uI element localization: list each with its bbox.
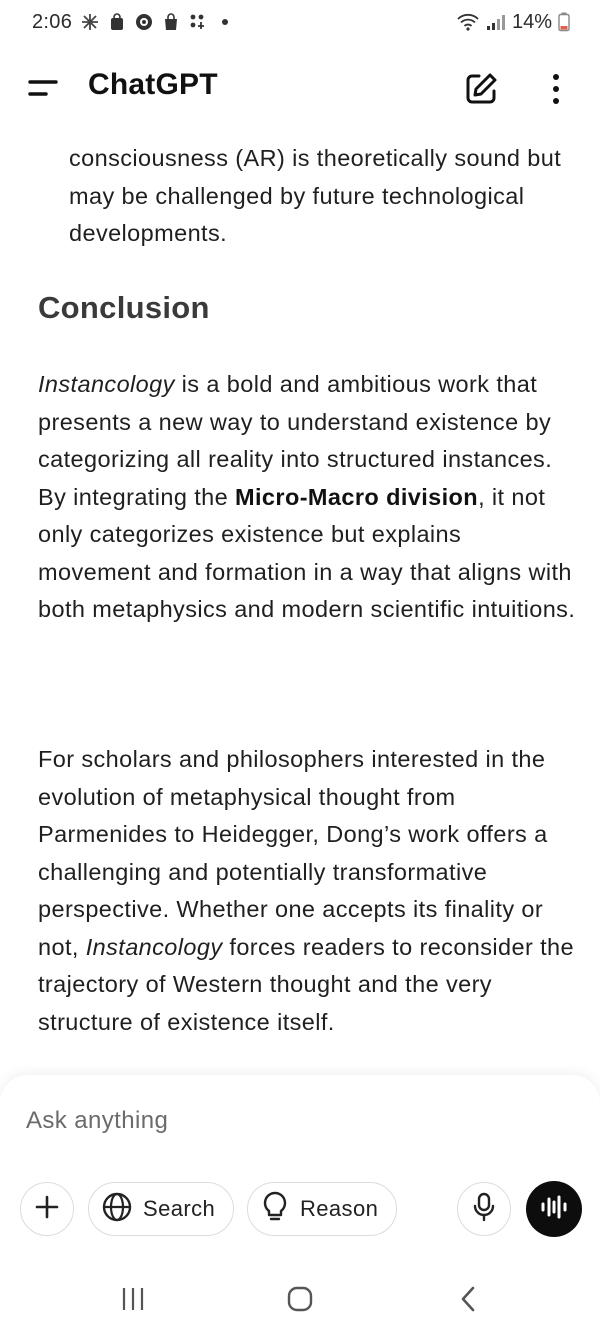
paragraph bbox=[38, 741, 578, 1041]
app-header bbox=[0, 52, 600, 124]
paragraph-text: For scholars and philosophers interested in the evolution of metaphysical thought from Parmenides to Heidegger, Dong’s work offers a challenging and potentially transformative perspective. Whether one accepts its finality or not, bbox=[38, 746, 548, 960]
paragraph-text: forces readers to reconsider the trajectory of Western thought and the very structure of existence itself. bbox=[38, 933, 574, 1035]
list-item-text: consciousness (AR) is theoretically sound but may be challenged by future technological developments. bbox=[69, 145, 562, 246]
composer-tools bbox=[0, 1181, 600, 1237]
microphone-icon bbox=[471, 1192, 497, 1227]
reason-label: Reason bbox=[300, 1196, 379, 1221]
recent-apps-icon[interactable] bbox=[113, 1283, 153, 1315]
back-icon[interactable] bbox=[448, 1283, 488, 1315]
composer bbox=[0, 1075, 600, 1265]
search-label: Search bbox=[143, 1196, 216, 1221]
book-title: Instancology bbox=[85, 933, 223, 960]
ask-input[interactable] bbox=[26, 1103, 566, 1139]
voice-mode-icon bbox=[539, 1194, 569, 1225]
paragraph bbox=[38, 366, 578, 629]
status-bar bbox=[0, 0, 600, 44]
apps-icon bbox=[189, 13, 207, 31]
battery-percentage: 14% bbox=[511, 10, 552, 33]
more-options-icon[interactable] bbox=[540, 70, 572, 108]
status-time: 2:06 bbox=[32, 10, 73, 33]
menu-icon[interactable] bbox=[26, 72, 64, 106]
dictation-button[interactable] bbox=[457, 1182, 511, 1236]
bold-term: Micro-Macro division bbox=[235, 483, 479, 510]
reason-button[interactable] bbox=[247, 1182, 397, 1236]
signal-icon bbox=[486, 13, 506, 31]
search-button[interactable] bbox=[88, 1182, 234, 1236]
status-right bbox=[456, 11, 570, 34]
battery-icon bbox=[558, 13, 570, 31]
navigation-bar bbox=[0, 1265, 600, 1333]
status-left bbox=[32, 11, 234, 34]
dot-icon bbox=[216, 13, 234, 31]
lightbulb-icon bbox=[260, 1190, 290, 1229]
voice-mode-button[interactable] bbox=[526, 1181, 582, 1237]
globe-icon bbox=[101, 1191, 133, 1228]
section-heading: Conclusion bbox=[38, 290, 210, 325]
lock-icon bbox=[108, 13, 126, 31]
wifi-icon bbox=[456, 13, 480, 31]
plus-icon bbox=[34, 1194, 60, 1225]
new-chat-icon[interactable] bbox=[462, 70, 500, 108]
paragraph-text: is a bold and ambitious work that presents a new way to understand existence by categorizing all reality into structured instances. By integrating the bbox=[38, 371, 553, 510]
chat-content bbox=[0, 130, 600, 1080]
notification-icon bbox=[81, 13, 99, 31]
attach-button[interactable] bbox=[20, 1182, 74, 1236]
paragraph-text: , it not only categorizes existence but explains movement and formation in a way that aligns with both metaphysics and modern scientific intuitions. bbox=[38, 483, 576, 622]
messenger-icon bbox=[135, 13, 153, 31]
home-icon[interactable] bbox=[280, 1283, 320, 1315]
app-title: ChatGPT bbox=[88, 68, 218, 101]
bag-icon bbox=[162, 13, 180, 31]
book-title: Instancology bbox=[38, 371, 175, 397]
